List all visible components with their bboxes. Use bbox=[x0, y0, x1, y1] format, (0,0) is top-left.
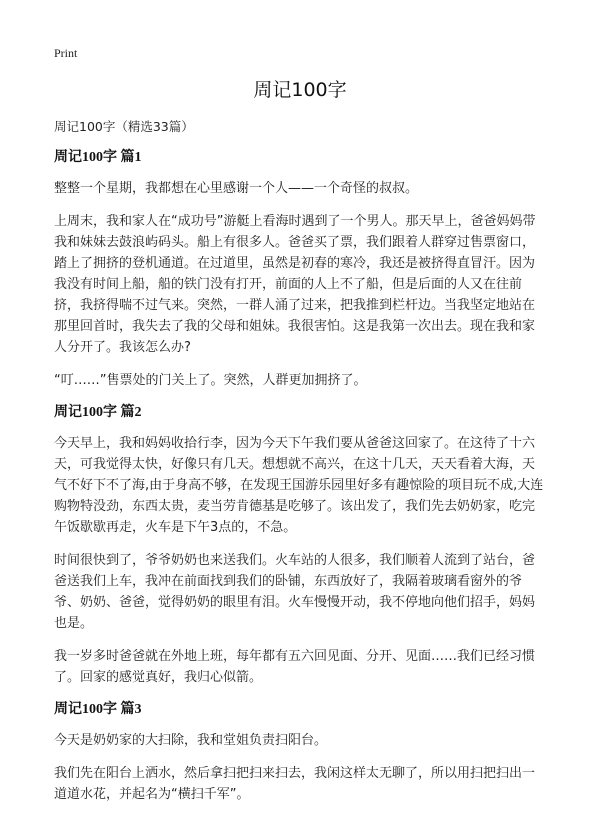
print-link[interactable]: Print bbox=[54, 46, 78, 60]
page-title: 周记100字 bbox=[253, 79, 347, 101]
article-body bbox=[54, 118, 546, 817]
paragraph: 我一岁多时爸爸就在外地上班，每年都有五六回见面、分开、见面……我们已经习惯了。回家的感觉真好，我归心似箭。 bbox=[54, 649, 536, 685]
paragraph: 今天是奶奶家的大扫除，我和堂姐负责扫阳台。 bbox=[54, 733, 328, 748]
article-subtitle: 周记100字（精选33篇） bbox=[54, 119, 194, 134]
paragraph: “叮……”售票处的门关上了。突然，人群更加拥挤了。 bbox=[54, 373, 367, 388]
section-1 bbox=[54, 148, 546, 391]
paragraph: 时间很快到了，爷爷奶奶也来送我们。火车站的人很多，我们顺着人流到了站台，爸爸送我们上车，我冲在前面找到我们的卧铺，东西放好了，我隔着玻璃看窗外的爷爷、奶奶、爸爸，觉得奶奶的眼里有泪。火车慢慢开动，我不停地向他们招手，妈妈也是。 bbox=[54, 553, 536, 631]
section-heading: 周记100字 篇1 bbox=[54, 150, 142, 165]
paragraph: 上周末，我和家人在“成功号”游艇上看海时遇到了一个男人。那天早上，爸爸妈妈带我和妹妹去鼓浪屿码头。船上有很多人。爸爸买了票，我们跟着人群穿过售票窗口，踏上了拥挤的登机通道。在过道里，虽然是初春的寒冷，我还是被挤得直冒汗。因为我没有时间上船，船的铁门没有打开，前面的人上不了船，但是后面的人又在往前挤，我挤得喘不过气来。突然，一群人涌了过来，把我推到栏杆边。当我坚定地站在那里回首时，我失去了我的父母和姐妹。我很害怕。这是我第一次出去。现在我和家人分开了。我该怎么办? bbox=[54, 214, 536, 355]
section-2 bbox=[54, 403, 546, 688]
section-heading: 周记100字 篇2 bbox=[54, 405, 142, 420]
paragraph: 整整一个星期，我都想在心里感谢一个人——一个奇怪的叔叔。 bbox=[54, 181, 419, 196]
section-heading: 周记100字 篇3 bbox=[54, 702, 142, 717]
paragraph: 今天早上，我和妈妈收拾行李，因为今天下午我们要从爸爸这回家了。在这待了十六天，可我觉得太快，好像只有几天。想想就不高兴，在这十几天，天天看着大海，天气不好下不了海,由于身高不够，在发现王国游乐园里好多有趣惊险的项目玩不成,大连购物特没劲，东西太贵，麦当劳肯德基是吃够了。该出发了，我们先去奶奶家，吃完午饭歇歇再走，火车是下午3点的，不急。 bbox=[54, 436, 544, 535]
section-3 bbox=[54, 700, 546, 805]
paragraph: 我们先在阳台上洒水，然后拿扫把扫来扫去，我闲这样太无聊了，所以用扫把扫出一道道水花，并起名为“横扫千军”。 bbox=[54, 766, 536, 802]
